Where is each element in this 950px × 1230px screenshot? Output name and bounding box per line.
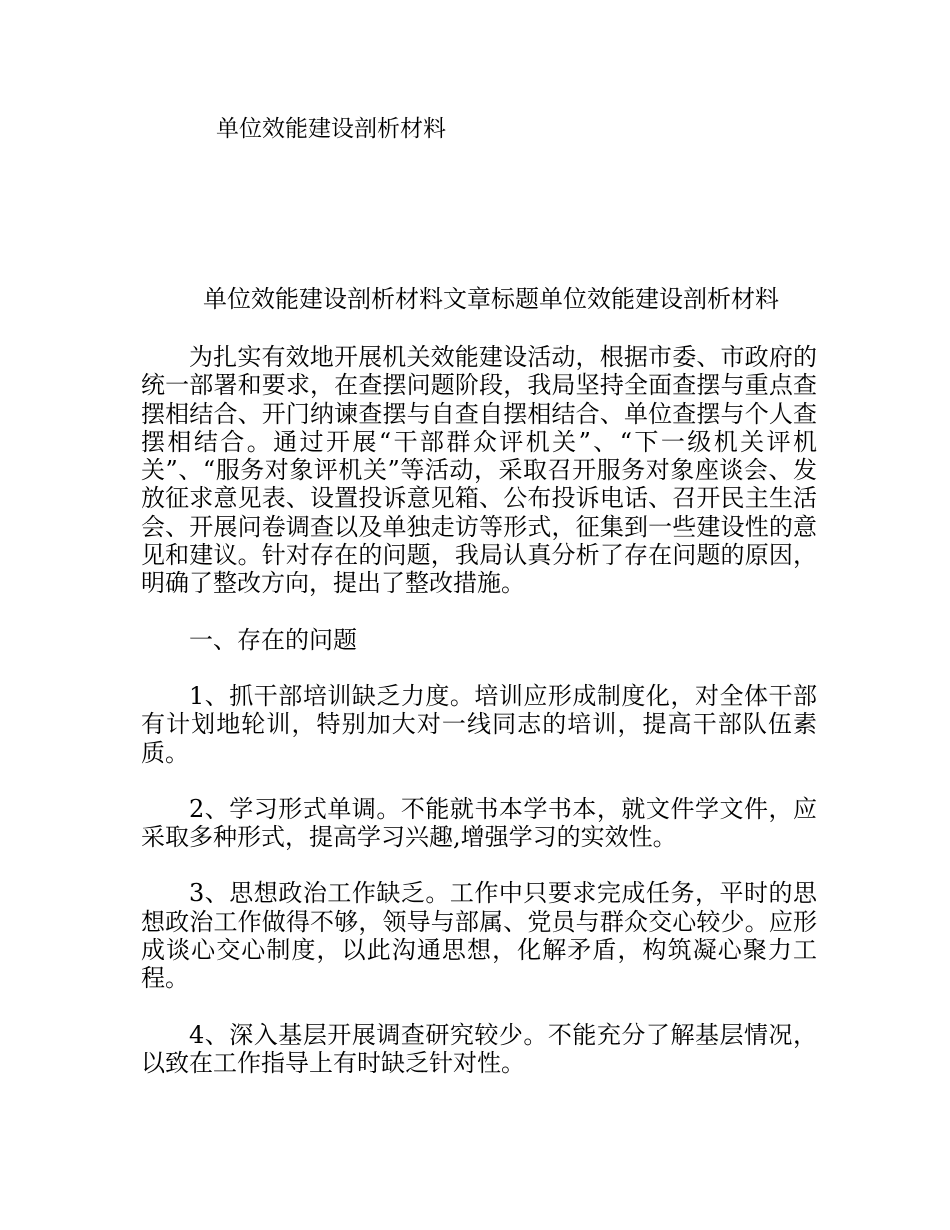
problem-item-3: 3、思想政治工作缺乏。工作中只要求完成任务，平时的思想政治工作做得不够，领导与部属、党员与群众交心较少。应形成谈心交心制度，以此沟通思想，化解矛盾，构筑凝心聚力工程。: [141, 879, 817, 993]
section-heading: 一、存在的问题: [189, 625, 357, 654]
document-body: [141, 283, 817, 1077]
problem-item-2: 2、学习形式单调。不能就书本学书本，就文件学文件，应采取多种形式，提高学习兴趣,增强学习的实效性。: [141, 794, 817, 852]
document-title: 单位效能建设剖析材料: [216, 116, 446, 142]
intro-paragraph: 为扎实有效地开展机关效能建设活动，根据市委、市政府的统一部署和要求，在查摆问题阶段，我局坚持全面查摆与重点查摆相结合、开门纳谏查摆与自查自摆相结合、单位查摆与个人查摆相结合。通过开展“干部群众评机关”、“下一级机关评机关”、“服务对象评机关”等活动，采取召开服务对象座谈会、发放征求意见表、设置投诉意见箱、公布投诉电话、召开民主生活会、开展问卷调查以及单独走访等形式，征集到一些建设性的意见和建议。针对存在的问题，我局认真分析了存在问题的原因，明确了整改方向，提出了整改措施。: [141, 343, 817, 598]
problem-item-1: 1、抓干部培训缺乏力度。培训应形成制度化，对全体干部有计划地轮训，特别加大对一线同志的培训，提高干部队伍素质。: [141, 681, 817, 767]
article-subtitle: 单位效能建设剖析材料文章标题单位效能建设剖析材料: [203, 285, 779, 313]
problem-item-4: 4、深入基层开展调查研究较少。不能充分了解基层情况，以致在工作指导上有时缺乏针对性。: [141, 1020, 817, 1077]
